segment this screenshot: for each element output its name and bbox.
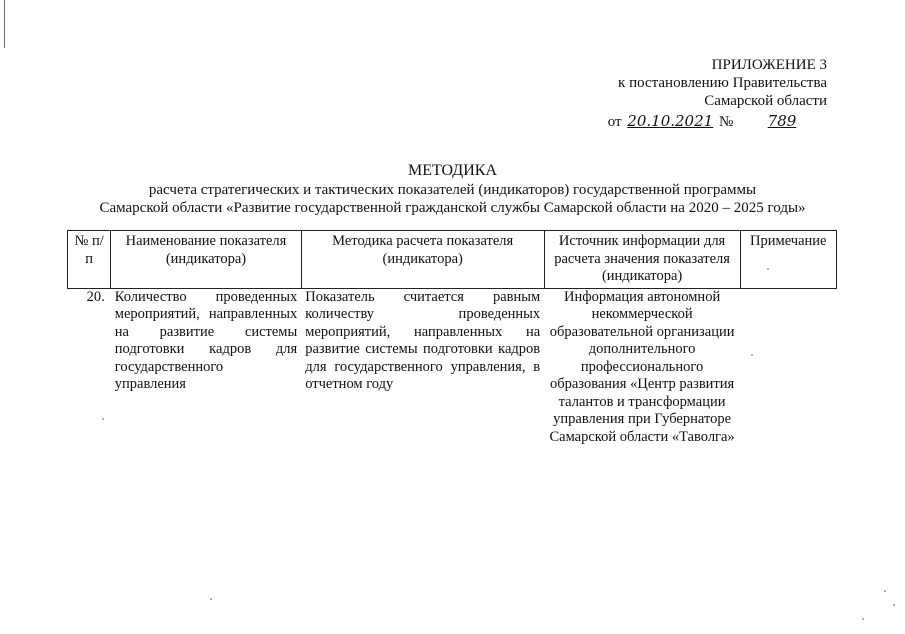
table-row [68, 288, 837, 446]
header-num: № п/п [68, 231, 111, 289]
cell-method: Показатель считается равным количеству проведенных мероприятий, направленных на развитие системы подготовки кадров для государственного управления, в отчетном году [305, 288, 541, 392]
header-source: Источник информации для расчета значения показателя (индикатора) [544, 231, 740, 289]
document-heading [0, 162, 905, 217]
page-edge-line [4, 0, 5, 48]
scan-speck [893, 604, 895, 606]
document-subtitle-line-1: расчета стратегических и тактических показателей (индикаторов) государственной программы [148, 182, 757, 198]
header-note: Примечание [740, 231, 836, 289]
number-prefix: № [718, 114, 734, 130]
appendix-block [608, 56, 827, 131]
cell-num: 20. [86, 288, 105, 305]
appendix-line-1: к постановлению Правительства [618, 75, 827, 91]
table-header-row [68, 231, 837, 289]
appendix-date-row [608, 112, 827, 131]
document-subtitle-line-2: Самарской области «Развитие государственной гражданской службы Самарской области на 2020 – 2025 годы» [99, 200, 806, 216]
header-name: Наименование показателя (индикатора) [111, 231, 301, 289]
cell-name: Количество проведенных мероприятий, направленных на развитие системы подготовки кадров для государственного управления [114, 288, 298, 392]
scan-speck [862, 618, 864, 620]
cell-note [740, 288, 836, 446]
cell-source: Информация автономной некоммерческой образовательной организации дополнительного профессионального образования «Центр развития талантов и трансформации управления при Губернаторе Самарской области «Таволга» [549, 288, 735, 445]
document-title: МЕТОДИКА [407, 162, 497, 179]
header-method: Методика расчета показателя (индикатора) [301, 231, 544, 289]
handwritten-date: 20.10.2021 [627, 112, 714, 130]
scan-speck [884, 590, 886, 592]
appendix-line-2: Самарской области [704, 93, 827, 109]
scan-speck [210, 598, 212, 600]
handwritten-number: 789 [767, 112, 797, 130]
scan-speck [767, 268, 769, 270]
scan-speck [751, 354, 753, 356]
indicators-table [67, 230, 837, 446]
appendix-title: ПРИЛОЖЕНИЕ 3 [711, 57, 827, 73]
date-prefix: от [607, 114, 622, 130]
scan-speck [102, 418, 104, 420]
